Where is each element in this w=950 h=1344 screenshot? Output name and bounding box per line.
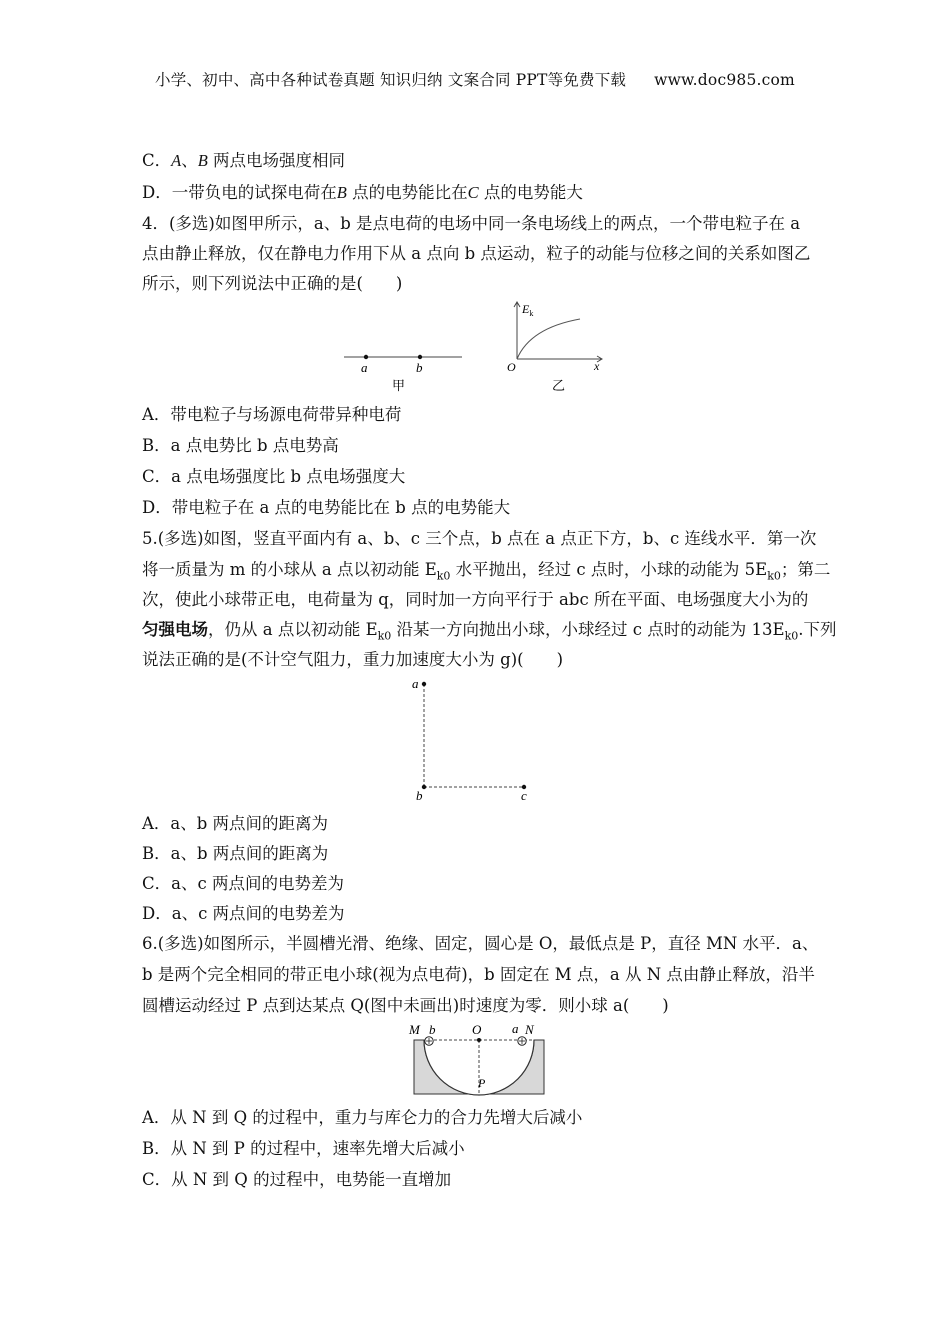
q5-stem-line2: 将一质量为 m 的小球从 a 点以初动能 $E_{k0}$ 水平抛出，经过 c 点时，小球的动能为 $5E_{k0}$；第二 — [142, 560, 831, 583]
q4-option-b: B．a 点电势比 b 点电势高 — [142, 436, 339, 455]
origin-label: O — [507, 360, 516, 374]
q6-stem-line1: 6.(多选)如图所示，半圆槽光滑、绝缘、固定，圆心是 O，最低点是 P，直径 MN 水平．a、 — [142, 934, 819, 953]
page-header — [0, 68, 950, 90]
label-b: b — [429, 1022, 436, 1037]
q5-figure — [400, 672, 545, 807]
q5-stem-line3: 次，使此小球带正电，电荷量为 q，同时加一方向平行于 abc 所在平面、电场强度大小为的 — [142, 590, 809, 609]
q3-option-d: D．一带负电的试探电荷在B 点的电势能比在C 点的电势能大 — [142, 183, 583, 202]
q6-option-c: C．从 N 到 Q 的过程中，电势能一直增加 — [142, 1170, 452, 1189]
x-axis-label: x — [594, 359, 600, 373]
q4-option-a: A．带电粒子与场源电荷带异种电荷 — [142, 405, 402, 424]
label-a: a — [412, 676, 419, 691]
q5-option-a: A．a、b 两点间的距离为 — [142, 814, 329, 833]
q4-stem-line2: 点由静止释放，仅在静电力作用下从 a 点向 b 点运动，粒子的动能与位移之间的关系如图乙 — [142, 244, 811, 263]
figure-jia — [344, 355, 462, 393]
q5-option-d: D．a、c 两点间的电势差为 — [142, 904, 345, 923]
center-O — [477, 1038, 481, 1042]
q5-option-b: B．a、b 两点间的距离为 — [142, 844, 329, 863]
q4-stem-line3: 所示，则下列说法中正确的是( ) — [142, 274, 403, 293]
label-M: M — [409, 1022, 420, 1037]
q4-option-d: D．带电粒子在 a 点的电势能比在 b 点的电势能大 — [142, 498, 511, 517]
label-b: b — [416, 360, 423, 375]
header-site: www.doc985.com — [654, 71, 795, 89]
q5-stem-line1: 5.(多选)如图，竖直平面内有 a、b、c 三个点，b 点在 a 点正下方，b、c 连线水平．第一次 — [142, 529, 817, 548]
q6-stem-line2: b 是两个完全相同的带正电小球(视为点电荷)，b 固定在 M 点，a 从 N 点由静止释放，沿半 — [142, 965, 815, 984]
label-N: N — [525, 1022, 534, 1037]
point-a — [364, 355, 368, 359]
label-P: P — [478, 1076, 486, 1090]
q6-option-b: B．从 N 到 P 的过程中，速率先增大后减小 — [142, 1139, 465, 1158]
label-c: c — [521, 788, 527, 803]
q6-option-a: A．从 N 到 Q 的过程中，重力与库仑力的合力先增大后减小 — [142, 1108, 583, 1127]
q4-figures — [330, 298, 620, 398]
label-b: b — [416, 788, 423, 803]
q6-figure — [404, 1020, 549, 1098]
figure-yi — [507, 302, 602, 393]
point-b — [418, 355, 422, 359]
caption-yi: 乙 — [552, 378, 566, 393]
y-axis-label: $E_k$ — [522, 302, 534, 318]
q4-stem-line1: 4．(多选)如图甲所示，a、b 是点电荷的电场中同一条电场线上的两点，一个带电粒子在 a — [142, 214, 801, 233]
header-text: 小学、初中、高中各种试卷真题 知识归纳 文案合同 PPT等免费下载 — [155, 71, 627, 89]
q3-option-c: C．A、B 两点电场强度相同 — [142, 151, 346, 170]
q5-option-c: C．a、c 两点间的电势差为 — [142, 874, 344, 893]
caption-jia: 甲 — [392, 378, 406, 393]
q6-stem-line3: 圆槽运动经过 P 点到达某点 Q(图中未画出)时速度为零．则小球 a( ) — [142, 996, 669, 1015]
label-O: O — [472, 1022, 482, 1037]
ek-curve — [517, 319, 580, 359]
q5-stem-line4: 匀强电场，仍从 a 点以初动能 $E_{k0}$ 沿某一方向抛出小球，小球经过 c 点时的动能为 $13E_{k0}$.下列 — [142, 620, 837, 643]
q4-option-c: C．a 点电场强度比 b 点电场强度大 — [142, 467, 406, 486]
label-a: a — [361, 360, 368, 375]
point-a — [422, 682, 426, 686]
q5-stem-line5: 说法正确的是(不计空气阻力，重力加速度大小为 g)( ) — [142, 650, 564, 669]
label-a: a — [512, 1021, 519, 1036]
